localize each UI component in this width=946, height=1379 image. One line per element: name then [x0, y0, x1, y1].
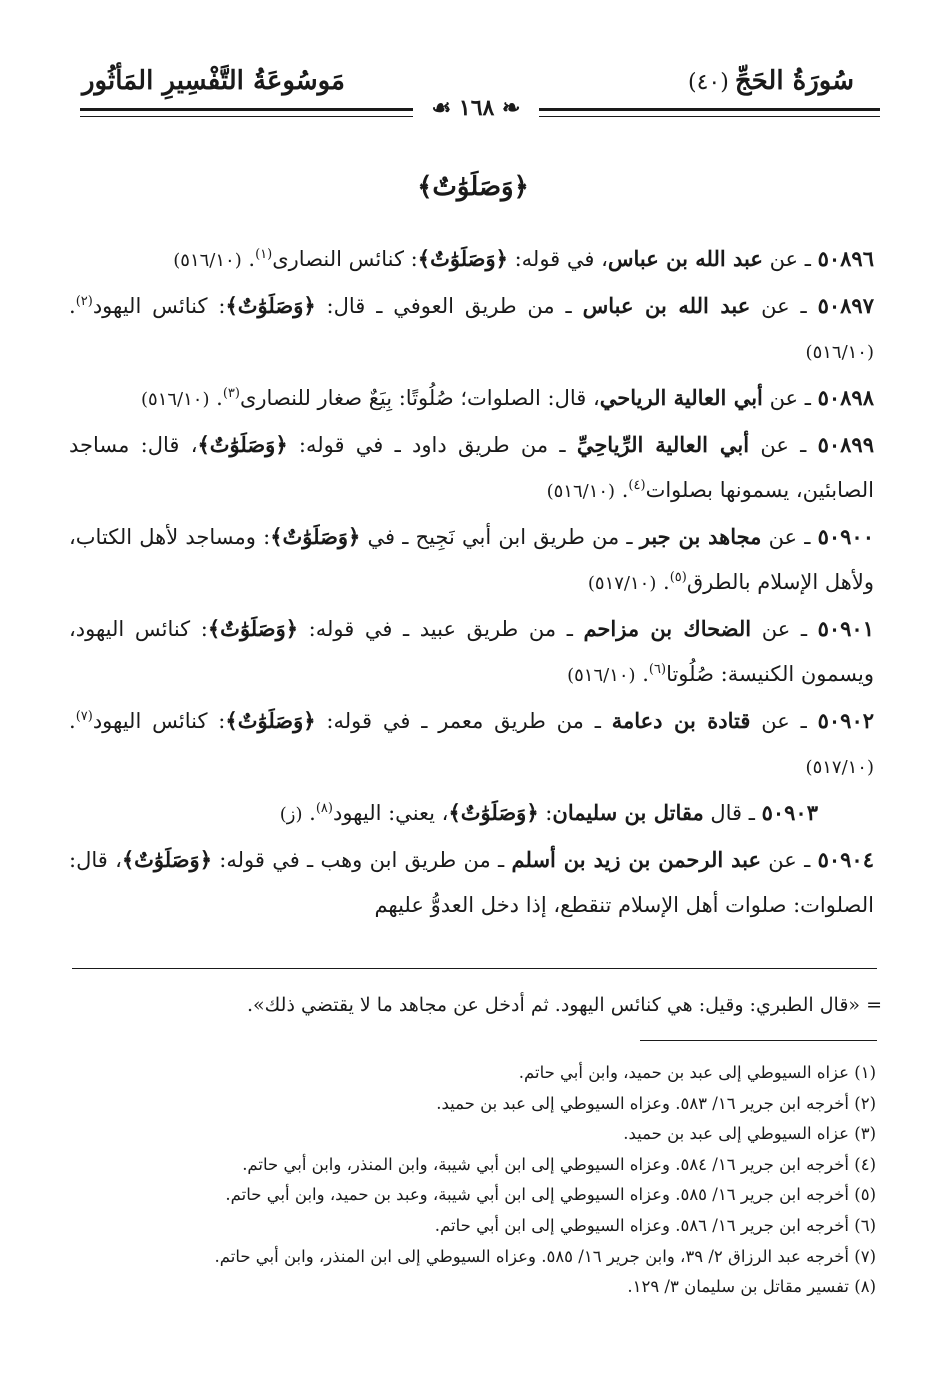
entry-text: : كنائس النصارى	[272, 247, 418, 271]
quran-quote: ﴿وَصَلَوَٰتٌ﴾	[417, 246, 508, 271]
entry-text: .	[69, 709, 76, 733]
body-separator	[72, 968, 877, 969]
volume-reference: (٥١٦/١٠)	[173, 250, 242, 271]
entry-text: ـ من طريق داود ـ في قوله:	[287, 433, 577, 457]
page-number: ١٦٨	[458, 95, 495, 121]
entry-text: : كنائس اليهود	[92, 709, 226, 733]
entry-text: ـ من طريق عبيد ـ في قوله:	[298, 617, 584, 641]
narration-number: ٥٠٨٩٦	[817, 246, 874, 271]
narrator-name: أبي العالية الرِّياحِيِّ	[576, 432, 750, 457]
entry-text: ، قال: الصلوات؛ صُلُوتًا: بِيَعٌ صغار للنصارى	[239, 386, 600, 410]
narration-entry	[69, 606, 874, 698]
entry-text: ، قال: الصلوات: صلوات أهل الإسلام تنقطع، إذا دخل العدوُّ عليهم	[69, 848, 874, 917]
narrator-name: عبد الله بن عباس	[582, 293, 751, 318]
entry-text: ـ عن	[749, 433, 818, 457]
entry-text: :	[538, 801, 553, 825]
footnote: (٥) أخرجه ابن جرير ١٦/ ٥٨٥. وعزاه السيوطي إلى ابن أبي شيبة، وعبد بن حميد، وابن أبي حاتم.	[225, 1185, 876, 1205]
footnotes	[71, 1058, 876, 1303]
narration-number: ٥٠٩٠٤	[817, 847, 874, 872]
entry-text: ـ قال	[703, 801, 762, 825]
narrator-name: عبد الله بن عباس	[607, 246, 763, 271]
entry-text: ـ عن	[762, 386, 818, 410]
narrations-body	[69, 236, 874, 928]
entry-text: ـ عن	[751, 617, 818, 641]
footnote-marker: (٤)	[628, 478, 646, 493]
narration-number: ٥٠٨٩٩	[817, 432, 874, 457]
ornament-icon: ❧	[502, 95, 521, 121]
footnote: (٢) أخرجه ابن جرير ١٦/ ٥٨٣. وعزاه السيوطي إلى عبد بن حميد.	[436, 1093, 876, 1113]
volume-reference: (٥١٦/١٠)	[805, 342, 874, 363]
footnote-marker: (٧)	[75, 709, 93, 724]
narration-number: ٥٠٩٠٢	[817, 708, 875, 733]
footnote-marker: (١)	[255, 247, 273, 262]
volume-reference: (٥١٧/١٠)	[587, 573, 657, 594]
entry-text: ـ من طريق معمر ـ في قوله:	[315, 709, 612, 733]
entry-text: ، يعني: اليهود	[332, 801, 449, 825]
entry-text: .	[615, 478, 629, 502]
entry-text: .	[241, 247, 256, 271]
narration-entry	[69, 790, 874, 837]
narration-entry	[69, 514, 874, 606]
entry-text: ـ من طريق ابن أبي نَجِيح ـ في	[360, 525, 640, 549]
narration-entry	[69, 236, 874, 283]
surah-header	[688, 68, 854, 94]
narration-entry	[69, 837, 874, 928]
narration-number: ٥٠٩٠٣	[761, 800, 818, 825]
quran-quote: ﴿وَصَلَوَٰتٌ﴾	[197, 432, 288, 457]
entry-text: ـ عن	[761, 848, 818, 872]
footnote-marker: (٢)	[75, 294, 93, 309]
narration-entry	[69, 698, 874, 790]
quran-quote: ﴿وَصَلَوَٰتٌ﴾	[121, 847, 212, 872]
footnote-separator	[640, 1040, 877, 1041]
quran-quote: ﴿وَصَلَوَٰتٌ﴾	[207, 616, 299, 641]
entry-text: .	[635, 662, 649, 686]
narration-number: ٥٠٩٠٠	[817, 524, 874, 549]
entry-text: ـ من طريق ابن وهب ـ في قوله:	[212, 848, 512, 872]
entry-text: .	[209, 386, 223, 410]
volume-reference: (ز)	[279, 804, 303, 825]
entry-text: .	[656, 570, 670, 594]
ornament-icon: ☙	[431, 95, 452, 121]
quran-quote: ﴿وَصَلَوَٰتٌ﴾	[225, 708, 316, 733]
entry-text: ـ عن	[750, 709, 818, 733]
entry-text: ـ من طريق العوفي ـ قال:	[315, 294, 583, 318]
volume-reference: (٥١٧/١٠)	[805, 757, 874, 778]
narration-entry	[69, 283, 874, 375]
narrator-name: مقاتل بن سليمان	[552, 800, 704, 825]
footnote-marker: (٨)	[315, 801, 333, 816]
footnote: (٤) أخرجه ابن جرير ١٦/ ٥٨٤. وعزاه السيوطي إلى ابن أبي شيبة، وابن المنذر، وابن أبي حاتم.	[242, 1154, 876, 1174]
page-number-box	[413, 93, 539, 123]
volume-reference: (٥١٦/١٠)	[567, 665, 636, 686]
footnote: (٨) تفسير مقاتل بن سليمان ٣/ ١٢٩.	[627, 1277, 876, 1297]
entry-text: ، في قوله:	[507, 247, 608, 271]
narration-entry	[69, 422, 874, 514]
footnote-marker: (٣)	[222, 386, 240, 401]
section-heading: ﴿وَصَلَوَٰتٌ﴾	[417, 172, 529, 202]
entry-text: : كنائس اليهود	[92, 294, 226, 318]
narration-entry	[69, 375, 874, 422]
footnote-marker: (٦)	[648, 662, 667, 677]
quran-quote: ﴿وَصَلَوَٰتٌ﴾	[225, 293, 316, 318]
narrator-name: عبد الرحمن بن زيد بن أسلم	[511, 847, 762, 872]
footnote: (٣) عزاه السيوطي إلى عبد بن حميد.	[623, 1124, 876, 1144]
quran-quote: ﴿وَصَلَوَٰتٌ﴾	[448, 800, 539, 825]
narrator-name: الضحاك بن مزاحم	[583, 616, 752, 641]
volume-reference: (٥١٦/١٠)	[546, 481, 616, 502]
entry-text: : كنائس اليهود، ويسمون الكنيسة: صُلُوتا	[69, 617, 874, 686]
footnote: (٦) أخرجه ابن جرير ١٦/ ٥٨٦. وعزاه السيوطي إلى ابن أبي حاتم.	[434, 1215, 876, 1235]
narrator-name: أبي العالية الرياحي	[599, 385, 763, 410]
volume-reference: (٥١٦/١٠)	[141, 389, 210, 410]
narrator-name: قتادة بن دعامة	[611, 708, 751, 733]
entry-text: ، قال: مساجد الصابئين، يسمونها بصلوات	[69, 433, 874, 502]
continued-footnote: = «قال الطبري: وقيل: هي كنائس اليهود. ثم أدخل عن مجاهد ما لا يقتضي ذلك».	[246, 994, 882, 1016]
entry-text: .	[302, 801, 316, 825]
entry-text: ـ عن	[761, 525, 818, 549]
narrator-name: مجاهد بن جبر	[639, 524, 762, 549]
entry-text: : ومساجد لأهل الكتاب، ولأهل الإسلام بالطرق	[69, 525, 874, 594]
footnote: (٧) أخرجه عبد الرزاق ٢/ ٣٩، وابن جرير ١٦/ ٥٨٥. وعزاه السيوطي إلى ابن المنذر، وابن أبي حاتم.	[214, 1246, 876, 1266]
entry-text: ـ عن	[762, 247, 818, 271]
book-title: مَوسُوعَةُ التَّفْسِيرِ المَأثُور	[82, 66, 345, 96]
footnote: (١) عزاه السيوطي إلى عبد بن حميد، وابن أبي حاتم.	[518, 1063, 876, 1082]
narration-number: ٥٠٨٩٨	[817, 385, 874, 410]
surah-number: (٤٠)	[688, 70, 729, 95]
entry-text: .	[69, 294, 76, 318]
footnote-marker: (٥)	[669, 570, 687, 585]
surah-title: سُورَةُ الحَجِّ	[734, 66, 854, 96]
entry-text: ـ عن	[750, 294, 818, 318]
quran-quote: ﴿وَصَلَوَٰتٌ﴾	[270, 524, 361, 549]
narration-number: ٥٠٩٠١	[817, 616, 874, 641]
narration-number: ٥٠٨٩٧	[817, 293, 874, 318]
